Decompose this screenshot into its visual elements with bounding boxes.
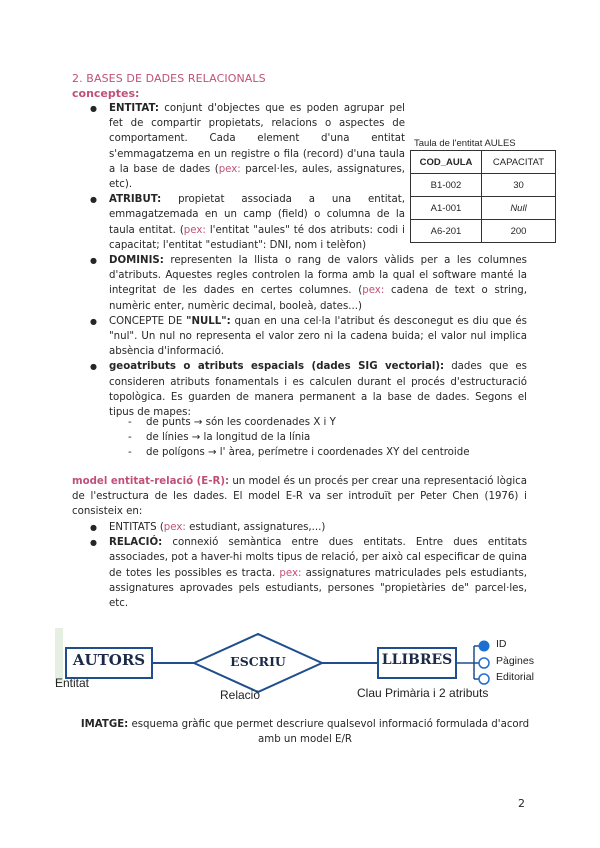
text: connexió semàntica entre dues entitats. Entre dues entitats associades, pot a haver-hi molts tipus de relació, per això cal especificar de quina de totes les possibles es tracta. xyxy=(109,537,527,579)
attribute-icon xyxy=(479,674,489,684)
list-item-dominis xyxy=(90,253,527,314)
table-cell: A6-201 xyxy=(411,220,482,243)
relation-label-escriu: ESCRIU xyxy=(230,654,286,669)
entity-label-autors: AUTORS xyxy=(72,651,146,669)
term: RELACIÓ: xyxy=(109,537,163,549)
list-item-geoatributs xyxy=(90,359,527,420)
caption-term: IMATGE: xyxy=(80,719,129,730)
term: geoatributs o atributs espacials (dades SIG vectorial): xyxy=(109,361,445,373)
list-item-relacio xyxy=(90,535,527,611)
pex-label: pex: xyxy=(163,522,186,533)
text: quan en una cel·la l'atribut és desconegut es diu que és "nul". Un nul no representa el valor zero ni la cadena buida; el valor nul implica absència d'informació. xyxy=(109,315,527,358)
pex-label: pex: xyxy=(362,285,385,297)
dash-item-text: de punts → són les coordenades X i Y xyxy=(146,417,336,428)
list-item-entitats xyxy=(90,520,527,535)
term: ATRIBUT: xyxy=(109,194,162,206)
text: assignatures matriculades pels estudiants, assignatures aprovades pels estudiants, persones "propietàries de" parcel·les, etc. xyxy=(109,567,527,610)
model-list xyxy=(90,520,527,611)
text: conjunt d'objectes que es poden agrupar pel fet de compartir propietats, relacions o aspectes de comportament. Cada element d'una entitat s'emmagatzema en un registre o fila (record) d'una taula a la base de dades ( xyxy=(109,103,405,175)
table-header-cell: CAPACITAT xyxy=(482,151,556,174)
term: DOMINIS: xyxy=(109,255,164,267)
diagram-label-clau: Clau Primària i 2 atributs xyxy=(357,686,489,700)
text: CONCEPTE DE xyxy=(109,315,187,327)
table-cell: A1-001 xyxy=(411,197,482,220)
text: propietat associada a una entitat, emmagatzemada en un camp (field) o columna de la taula entitat. ( xyxy=(109,194,405,236)
entity-label-llibres: LLIBRES xyxy=(381,652,453,668)
text: ENTITATS ( xyxy=(109,522,164,533)
table-header-cell: COD_AULA xyxy=(411,151,482,174)
text: l'entitat "aules" té dos atributs: codi i capacitat; l'entitat "estudiant": DNI, nom i telèfon) xyxy=(109,224,405,251)
attribute-label-editorial: Editorial xyxy=(496,671,534,683)
text: parcel·les, aules, assignatures, etc). xyxy=(109,163,405,191)
attribute-icon xyxy=(479,658,489,668)
section-title: 2. BASES DE DADES RELACIONALS xyxy=(72,72,266,85)
diagram-label-relacio: Relació xyxy=(220,688,261,702)
term: "NULL": xyxy=(186,315,231,327)
text: un model és un procés per crear una representació lògica de l'estructura de les dades. El model E-R va ser introduït per Peter Chen (1976) i consisteix en: xyxy=(72,476,527,518)
text: dades que es consideren atributs fonamentals i es calculen durant el procés d'estructuració topològica. Es guarden de manera permanent a la base de dades. Segons el tipus de mapes: xyxy=(109,361,527,419)
attribute-label-id: ID xyxy=(496,638,507,650)
key-attribute-icon xyxy=(479,641,489,651)
term: ENTITAT: xyxy=(109,103,159,114)
text: cadena de text o string, numèric enter, numèric decimal, booleà, dates...) xyxy=(109,285,528,312)
list-item-entitat xyxy=(90,101,527,192)
text: representen la llista o rang de valors vàlids per a les columnes d'atributs. Aquestes regles controlen la forma amb la qual el software manté la integritat de les dades en certes columnes. ( xyxy=(109,255,527,297)
dash-item: - de punts → són les coordenades X i Y xyxy=(128,417,336,428)
pex-label: pex: xyxy=(218,163,241,175)
dash-item: - de polígons → l' àrea, perímetre i coordenades XY del centroide xyxy=(128,447,470,458)
model-term: model entitat-relació (E-R): xyxy=(72,476,230,487)
table-cell: B1-002 xyxy=(411,174,482,197)
dash-item: - de línies → la longitud de la línia xyxy=(128,432,311,443)
dash-item-text: de polígons → l' àrea, perímetre i coordenades XY del centroide xyxy=(146,447,470,458)
model-paragraph xyxy=(72,474,527,520)
table-cell: 200 xyxy=(482,220,556,243)
image-caption xyxy=(80,717,530,747)
subsection-title: conceptes: xyxy=(72,87,140,100)
diagram-label-entitat: Entitat xyxy=(55,676,90,690)
table-cell: Null xyxy=(482,197,556,220)
list-item-null xyxy=(90,314,527,360)
page-number: 2 xyxy=(518,797,525,810)
dash-item-text: de línies → la longitud de la línia xyxy=(146,432,311,443)
pex-label: pex: xyxy=(183,224,206,236)
pex-label: pex: xyxy=(279,567,302,579)
attribute-label-pagines: Pàgines xyxy=(496,655,534,667)
list-item-atribut xyxy=(90,192,527,253)
caption-text: esquema gràfic que permet descriure qualsevol informació formulada d'acord amb un model E/R xyxy=(128,719,530,745)
text: estudiant, assignatures,...) xyxy=(185,522,326,533)
table-cell: 30 xyxy=(482,174,556,197)
concepts-list xyxy=(90,101,527,420)
table-aules-caption: Taula de l'entitat AULES xyxy=(414,138,516,149)
